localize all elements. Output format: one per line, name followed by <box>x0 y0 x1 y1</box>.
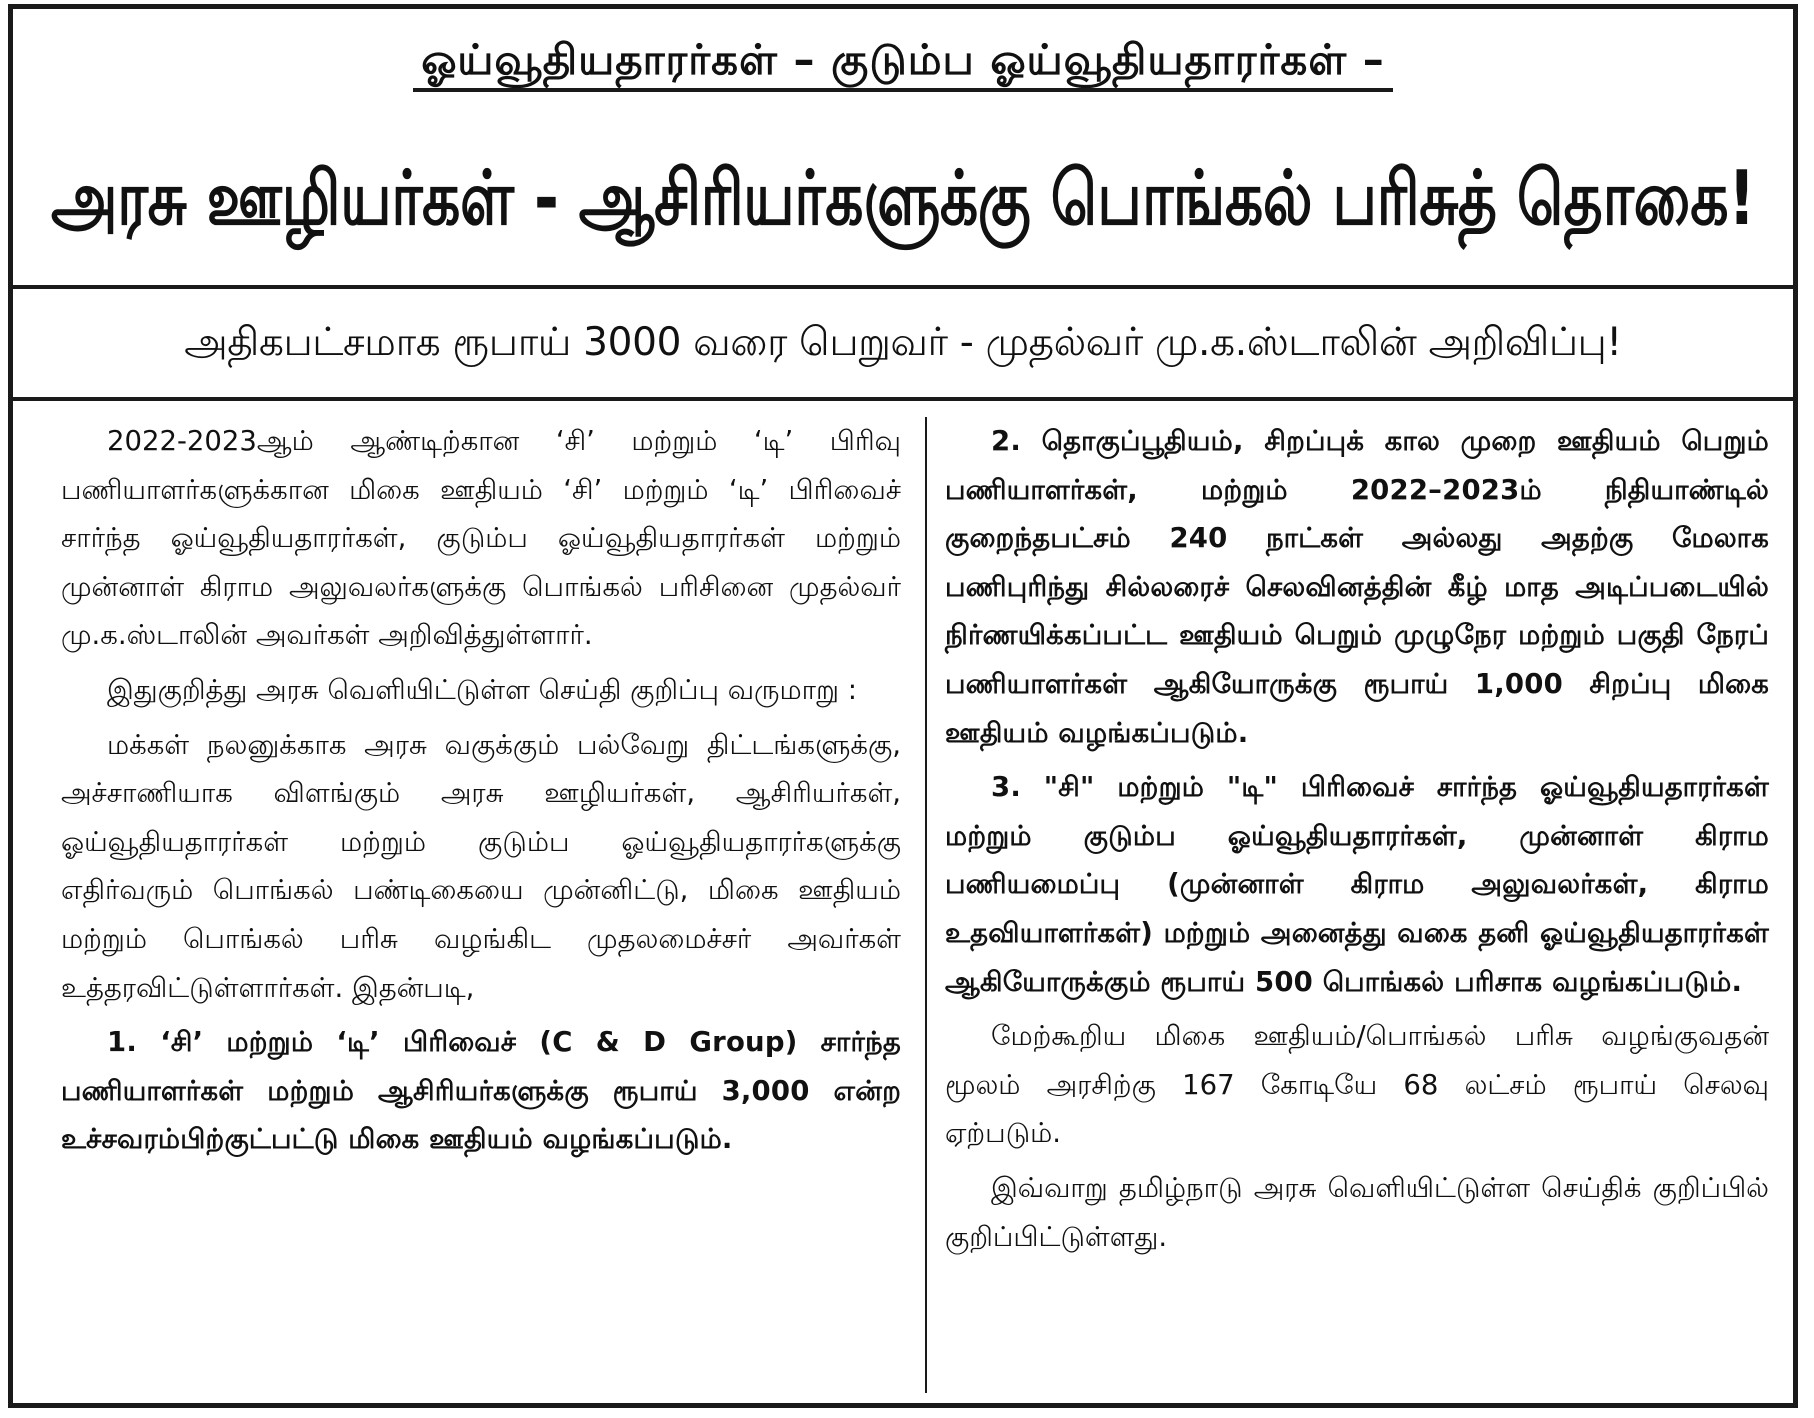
left-paragraph-context: மக்கள் நலனுக்காக அரசு வகுக்கும் பல்வேறு திட்டங்களுக்கு, அச்சாணியாக விளங்கும் அரசு ஊழியர்கள், ஆசிரியர்கள், ஓய்வூதியதாரர்கள் மற்றும் குடும்ப ஓய்வூதியதாரர்களுக்கு எதிர்வரும் பொங்கல் பண்டிகையை முன்னிட்டு, மிகை ஊதியம் மற்றும் பொங்கல் பரிசு வழங்கிட முதலமைச்சர் அவர்கள் உத்தரவிட்டுள்ளார்கள். இதன்படி, <box>61 728 901 1004</box>
right-paragraph-closing: இவ்வாறு தமிழ்நாடு அரசு வெளியிட்டுள்ள செய்திக் குறிப்பில் குறிப்பிட்டுள்ளது. <box>945 1171 1769 1253</box>
left-paragraph-statement: இதுகுறித்து அரசு வெளியிட்டுள்ள செய்தி குறிப்பு வருமாறு : <box>107 673 858 706</box>
kicker-line <box>13 31 1793 89</box>
right-paragraph-point-2: 2. தொகுப்பூதியம், சிறப்புக் கால முறை ஊதியம் பெறும் பணியாளர்கள், மற்றும் 2022–2023ம் நிதியாண்டில் குறைந்தபட்சம் 240 நாட்கள் அல்லது அதற்கு மேலாக பணிபுரிந்து சில்லரைச் செலவினத்தின் கீழ் மாத அடிப்படையில் நிர்ணயிக்கப்பட்ட ஊதியம் பெறும் முழுநேர மற்றும் பகுதி நேரப் பணியாளர்கள் ஆகியோருக்கு ரூபாய் 1,000 சிறப்பு மிகை ஊதியம் வழங்கப்படும். <box>945 425 1769 749</box>
headline-block <box>13 9 1793 289</box>
left-column <box>61 417 901 1170</box>
headline: அரசு ஊழியர்கள் - ஆசிரியர்களுக்கு பொங்கல் பரிசுத் தொகை! <box>50 155 1756 243</box>
column-divider <box>925 417 927 1393</box>
subheadline-block <box>13 289 1793 401</box>
subheadline: அதிகபட்சமாக ரூபாய் 3000 வரை பெறுவர் - முதல்வர் மு.க.ஸ்டாலின் அறிவிப்பு! <box>184 320 1622 365</box>
left-paragraph-point-1: 1. ‘சி’ மற்றும் ‘டி’ பிரிவைச் (C & D Group) சார்ந்த பணியாளர்கள் மற்றும் ஆசிரியர்களுக்கு ரூபாய் 3,000 என்ற உச்சவரம்பிற்குட்பட்டு மிகை ஊதியம் வழங்கப்படும். <box>61 1026 901 1156</box>
left-paragraph-intro: 2022-2023ஆம் ஆண்டிற்கான ‘சி’ மற்றும் ‘டி’ பிரிவு பணியாளர்களுக்கான மிகை ஊதியம் ‘சி’ மற்றும் ‘டி’ பிரிவைச் சார்ந்த ஓய்வூதியதாரர்கள், குடும்ப ஓய்வூதியதாரர்கள் மற்றும் முன்னாள் கிராம அலுவலர்களுக்கு பொங்கல் பரிசினை முதல்வர் மு.க.ஸ்டாலின் அவர்கள் அறிவித்துள்ளார். <box>61 425 901 652</box>
right-paragraph-point-3: 3. "சி" மற்றும் "டி" பிரிவைச் சார்ந்த ஓய்வூதியதாரர்கள் மற்றும் குடும்ப ஓய்வூதியதாரர்கள், முன்னாள் கிராம பணியமைப்பு (முன்னாள் கிராம அலுவலர்கள், கிராம உதவியாளர்கள்) மற்றும் அனைத்து வகை தனி ஓய்வூதியதாரர்கள் ஆகியோருக்கும் ரூபாய் 500 பொங்கல் பரிசாக வழங்கப்படும். <box>945 771 1769 998</box>
right-paragraph-cost: மேற்கூறிய மிகை ஊதியம்/பொங்கல் பரிசு வழங்குவதன் மூலம் அரசிற்கு 167 கோடியே 68 லட்சம் ரூபாய் செலவு ஏற்படும். <box>945 1020 1769 1150</box>
news-clipping <box>8 4 1798 1408</box>
kicker-text: ஓய்வூதியதாரர்கள் – குடும்ப ஓய்வூதியதாரர்கள் – <box>413 35 1393 92</box>
right-column <box>945 417 1769 1267</box>
